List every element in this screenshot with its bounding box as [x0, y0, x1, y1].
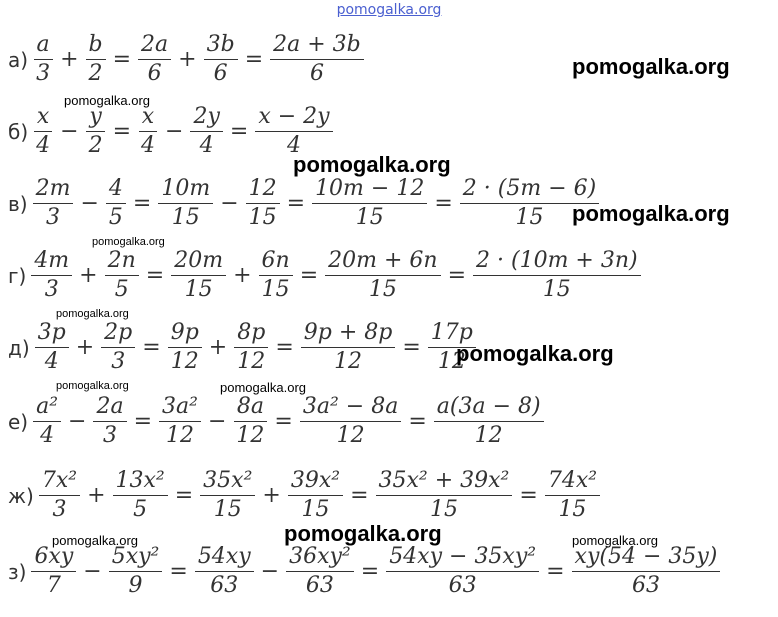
fraction: [434, 396, 544, 447]
fraction-numerator: 4: [106, 178, 126, 204]
site-header-link[interactable]: pomogalka.org: [336, 2, 442, 18]
operator: =: [408, 408, 427, 434]
item-label: а): [8, 47, 29, 72]
fraction-numerator: 2a: [93, 396, 126, 422]
watermark: pomogalka.org: [220, 380, 306, 395]
fraction: [31, 250, 72, 301]
watermark: pomogalka.org: [456, 341, 614, 366]
fraction-numerator: 74x²: [545, 470, 600, 496]
fraction: [200, 470, 255, 521]
fraction-numerator: 20m: [171, 250, 226, 276]
fraction: [300, 396, 401, 447]
fraction-denominator: 4: [40, 423, 55, 448]
fraction: [572, 546, 721, 597]
fraction-numerator: 2y: [190, 106, 222, 132]
fraction-denominator: 15: [248, 205, 277, 230]
fraction-numerator: 2n: [105, 250, 139, 276]
fraction-denominator: 63: [305, 573, 334, 598]
fraction-numerator: 6xy: [31, 546, 76, 572]
item-label: з): [8, 559, 27, 584]
operator: −: [68, 408, 87, 434]
fraction-numerator: 9p: [168, 322, 202, 348]
watermark: pomogalka.org: [572, 201, 730, 226]
fraction: [39, 470, 80, 521]
fraction: [33, 34, 53, 85]
fraction: [109, 546, 163, 597]
fraction-denominator: 4: [286, 133, 301, 158]
equation-row-z: [8, 546, 722, 597]
operator: =: [275, 334, 294, 360]
fraction: [86, 106, 106, 157]
operator: =: [519, 482, 538, 508]
fraction-numerator: x: [139, 106, 157, 132]
item-label: д): [8, 335, 30, 360]
fraction: [35, 322, 69, 373]
equation-row-a: [8, 34, 366, 85]
fraction-numerator: 12: [246, 178, 280, 204]
fraction: [138, 34, 171, 85]
item-label: в): [8, 191, 28, 216]
fraction-denominator: 15: [515, 205, 544, 230]
watermark: pomogalka.org: [56, 380, 129, 392]
fraction-numerator: 20m + 6n: [325, 250, 440, 276]
fraction-numerator: 2 · (10m + 3n): [473, 250, 641, 276]
fraction-numerator: 2m: [33, 178, 74, 204]
fraction: [473, 250, 641, 301]
fraction-denominator: 15: [261, 277, 290, 302]
fraction-denominator: 4: [44, 349, 59, 374]
operator: +: [178, 46, 197, 72]
fraction: [168, 322, 202, 373]
fraction: [255, 106, 332, 157]
item-label: г): [8, 263, 27, 288]
equation-row-zh: [8, 470, 602, 521]
operator: =: [142, 334, 161, 360]
fraction-denominator: 2: [88, 61, 103, 86]
fraction-numerator: 54xy − 35xy²: [386, 546, 539, 572]
operator: −: [60, 118, 79, 144]
fraction-numerator: 5xy²: [109, 546, 163, 572]
watermark: pomogalka.org: [284, 521, 442, 546]
fraction: [259, 250, 293, 301]
fraction: [33, 396, 61, 447]
item-label: е): [8, 409, 29, 434]
fraction-denominator: 4: [199, 133, 214, 158]
fraction-numerator: 3a² − 8a: [300, 396, 401, 422]
fraction: [386, 546, 539, 597]
fraction: [105, 250, 139, 301]
operator: =: [133, 408, 153, 434]
watermark: pomogalka.org: [92, 236, 165, 248]
operator: =: [299, 262, 319, 288]
fraction-denominator: 15: [355, 205, 384, 230]
fraction-numerator: xy(54 − 35y): [572, 546, 721, 572]
fraction: [113, 470, 168, 521]
fraction: [106, 178, 126, 229]
fraction: [286, 546, 354, 597]
fraction-numerator: 3b: [204, 34, 238, 60]
fraction-numerator: 7x²: [39, 470, 80, 496]
fraction-denominator: 12: [166, 423, 195, 448]
fraction-denominator: 63: [631, 573, 660, 598]
fraction-numerator: 6n: [259, 250, 293, 276]
fraction-denominator: 15: [429, 497, 458, 522]
fraction-denominator: 12: [237, 349, 266, 374]
operator: =: [244, 46, 264, 72]
fraction: [246, 178, 280, 229]
operator: +: [208, 334, 228, 360]
operator: =: [145, 262, 165, 288]
fraction-numerator: 35x²: [200, 470, 255, 496]
operator: +: [79, 262, 98, 288]
fraction-numerator: a²: [33, 396, 61, 422]
watermark: pomogalka.org: [293, 152, 451, 177]
operator: =: [286, 190, 306, 216]
watermark: pomogalka.org: [52, 533, 138, 548]
fraction: [138, 106, 158, 157]
fraction-denominator: 7: [46, 573, 61, 598]
operator: −: [165, 118, 184, 144]
operator: +: [75, 334, 95, 360]
fraction-numerator: y: [86, 106, 104, 132]
operator: −: [220, 190, 239, 216]
operator: =: [112, 118, 132, 144]
operator: −: [207, 408, 227, 434]
fraction: [33, 178, 74, 229]
fraction-numerator: a: [34, 34, 53, 60]
fraction-denominator: 3: [103, 423, 118, 448]
watermark: pomogalka.org: [572, 533, 658, 548]
fraction-denominator: 15: [184, 277, 213, 302]
fraction: [101, 322, 135, 373]
equation-row-b: [8, 106, 335, 157]
operator: =: [132, 190, 152, 216]
fraction-denominator: 6: [309, 61, 324, 86]
operator: =: [360, 558, 380, 584]
operator: +: [87, 482, 106, 508]
fraction-denominator: 63: [210, 573, 239, 598]
fraction: [545, 470, 600, 521]
item-label: ж): [8, 483, 34, 508]
equation-row-g: [8, 250, 643, 301]
fraction-denominator: 15: [301, 497, 330, 522]
fraction-denominator: 6: [213, 61, 228, 86]
fraction-numerator: 3a²: [159, 396, 201, 422]
fraction-numerator: b: [86, 34, 106, 60]
fraction: [376, 470, 513, 521]
fraction-numerator: 2 · (5m − 6): [460, 178, 599, 204]
fraction-denominator: 12: [170, 349, 199, 374]
fraction-denominator: 3: [46, 205, 61, 230]
fraction-denominator: 12: [474, 423, 503, 448]
fraction-numerator: 2p: [101, 322, 135, 348]
fraction-numerator: 10m: [158, 178, 213, 204]
operator: =: [274, 408, 293, 434]
watermark: pomogalka.org: [56, 308, 129, 320]
operator: +: [233, 262, 252, 288]
operator: =: [350, 482, 369, 508]
operator: +: [262, 482, 281, 508]
fraction: [301, 322, 396, 373]
fraction-numerator: x − 2y: [255, 106, 332, 132]
fraction-numerator: 2a: [138, 34, 171, 60]
operator: −: [260, 558, 280, 584]
fraction-numerator: 36xy²: [286, 546, 354, 572]
operator: =: [434, 190, 453, 216]
fraction: [325, 250, 440, 301]
operator: =: [174, 482, 194, 508]
fraction: [204, 34, 238, 85]
fraction-numerator: 3p: [35, 322, 69, 348]
operator: =: [546, 558, 565, 584]
fraction-numerator: a(3a − 8): [434, 396, 544, 422]
fraction: [190, 106, 222, 157]
fraction: [33, 106, 53, 157]
fraction-numerator: 10m − 12: [312, 178, 427, 204]
fraction-denominator: 4: [36, 133, 51, 158]
watermark: pomogalka.org: [572, 54, 730, 79]
watermark: pomogalka.org: [64, 93, 150, 108]
fraction-denominator: 3: [44, 277, 59, 302]
fraction-denominator: 63: [448, 573, 477, 598]
fraction-denominator: 15: [542, 277, 571, 302]
operator: =: [169, 558, 188, 584]
fraction-numerator: 9p + 8p: [301, 322, 396, 348]
fraction-denominator: 9: [128, 573, 143, 598]
item-label: б): [8, 119, 29, 144]
fraction-denominator: 15: [213, 497, 242, 522]
fraction: [234, 322, 268, 373]
fraction-numerator: x: [34, 106, 52, 132]
fraction: [233, 396, 267, 447]
fraction-numerator: 4m: [31, 250, 72, 276]
fraction-numerator: 54xy: [195, 546, 254, 572]
fraction: [270, 34, 364, 85]
fraction-numerator: 39x²: [288, 470, 343, 496]
fraction-denominator: 2: [88, 133, 103, 158]
fraction-numerator: 2a + 3b: [270, 34, 364, 60]
fraction: [195, 546, 254, 597]
fraction-denominator: 3: [111, 349, 126, 374]
fraction: [312, 178, 427, 229]
fraction-denominator: 15: [558, 497, 587, 522]
fraction-denominator: 5: [108, 205, 123, 230]
operator: =: [112, 46, 132, 72]
fraction-denominator: 6: [147, 61, 162, 86]
fraction: [86, 34, 106, 85]
fraction: [171, 250, 226, 301]
fraction-numerator: 8a: [234, 396, 267, 422]
fraction-denominator: 12: [334, 349, 363, 374]
operator: =: [447, 262, 467, 288]
fraction-denominator: 15: [368, 277, 397, 302]
fraction-denominator: 12: [236, 423, 265, 448]
fraction-denominator: 5: [133, 497, 148, 522]
fraction-denominator: 12: [336, 423, 365, 448]
fraction: [31, 546, 76, 597]
equation-row-e: [8, 396, 546, 447]
fraction: [158, 178, 213, 229]
fraction: [93, 396, 126, 447]
fraction-denominator: 3: [36, 61, 51, 86]
operator: +: [60, 46, 79, 72]
fraction-numerator: 8p: [234, 322, 268, 348]
operator: =: [402, 334, 421, 360]
fraction: [159, 396, 201, 447]
fraction-denominator: 15: [171, 205, 200, 230]
equation-row-d: [8, 322, 478, 373]
fraction-denominator: 12: [437, 349, 466, 374]
fraction: [288, 470, 343, 521]
fraction-denominator: 5: [114, 277, 129, 302]
equation-row-v: [8, 178, 601, 229]
fraction-denominator: 4: [141, 133, 156, 158]
fraction-numerator: 13x²: [113, 470, 168, 496]
fraction-numerator: 35x² + 39x²: [376, 470, 513, 496]
fraction-numerator: 17p: [428, 322, 476, 348]
operator: =: [229, 118, 249, 144]
fraction-denominator: 3: [52, 497, 67, 522]
operator: −: [80, 190, 99, 216]
operator: −: [83, 558, 102, 584]
